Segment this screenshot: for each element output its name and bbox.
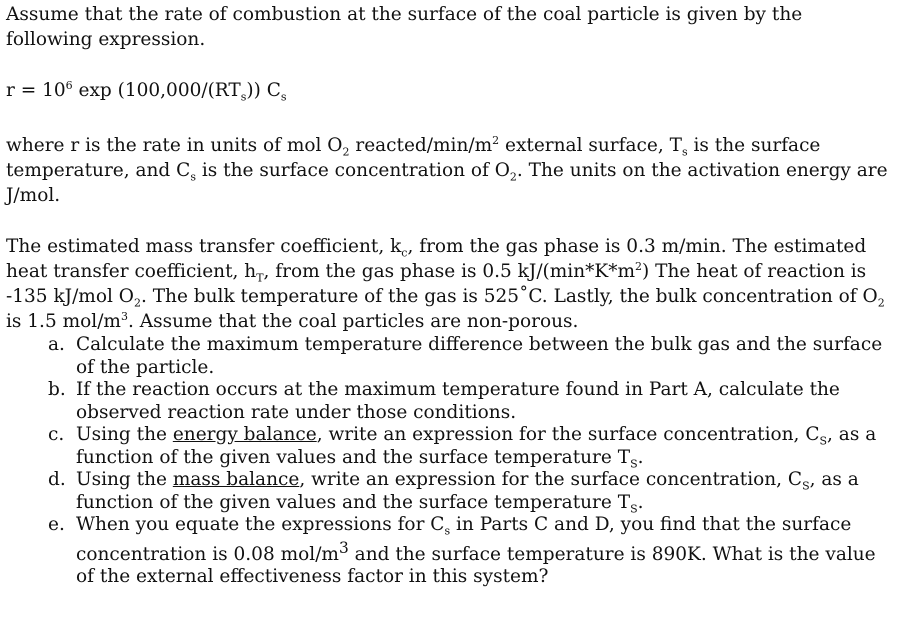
part-text: Calculate the maximum temperature difference between the bulk gas and the surface of the particle. bbox=[76, 334, 883, 378]
def-sub-4: s bbox=[190, 170, 196, 184]
part-marker: e. bbox=[48, 514, 65, 535]
data-text-6: is 1.5 mol/m bbox=[6, 311, 121, 332]
def-sub-3: s bbox=[681, 145, 688, 159]
part-text-end: and the surface temperature is 890K. What is the value of the external effectiveness factor in this system? bbox=[76, 543, 876, 588]
data-text-2: , from the gas phase is 0.3 m/min. The estimated heat transfer coefficient, h bbox=[6, 236, 867, 282]
data-text-1: The estimated mass transfer coefficient, k bbox=[6, 236, 402, 257]
eq-tail: )) C bbox=[246, 80, 281, 101]
part-text-mid2: , as a function of the given values and the surface temperature T bbox=[76, 469, 859, 513]
eq-middle: exp (100,000/(RT bbox=[72, 80, 241, 101]
part-sub-1: S bbox=[802, 479, 810, 493]
data-text-5: . The bulk temperature of the gas is 525˚C. Lastly, the bulk concentration of O bbox=[140, 286, 878, 307]
def-sub-1: 2 bbox=[342, 145, 350, 159]
part-marker: b. bbox=[48, 379, 66, 400]
data-text-3: , from the gas phase is 0.5 kJ/(min*K*m bbox=[263, 261, 636, 282]
eq-sub-2: s bbox=[280, 90, 287, 104]
data-text-4: ) The heat of reaction is -135 kJ/mol O bbox=[6, 261, 867, 307]
part-sup-1: 3 bbox=[338, 538, 349, 557]
question-parts-list bbox=[6, 334, 891, 589]
def-text-5: is the surface concentration of O bbox=[195, 160, 510, 181]
part-sub-2: S bbox=[630, 502, 638, 516]
eq-lhs: r = 10 bbox=[6, 80, 66, 101]
part-text-pre: Using the bbox=[76, 469, 173, 490]
def-text-6: . The units on the activation energy are J/mol. bbox=[6, 160, 888, 206]
data-sub-1: c bbox=[401, 246, 408, 260]
part-text-end: . bbox=[637, 446, 644, 468]
def-text-1: where r is the rate in units of mol O bbox=[6, 135, 343, 156]
def-text-2: reacted/min/m bbox=[349, 135, 493, 156]
part-marker: d. bbox=[48, 469, 66, 490]
def-sup-2: 2 bbox=[492, 133, 500, 147]
definitions-paragraph bbox=[6, 133, 891, 208]
part-marker: c. bbox=[48, 424, 65, 445]
given-data-paragraph bbox=[6, 234, 891, 334]
question-part-e bbox=[6, 514, 891, 589]
eq-exponent: 6 bbox=[65, 78, 73, 92]
data-sup-6: 3 bbox=[120, 309, 128, 323]
part-text-end: . bbox=[637, 491, 644, 513]
data-sub-2: T bbox=[256, 271, 264, 285]
question-part-b bbox=[6, 379, 891, 424]
question-part-a bbox=[6, 334, 891, 379]
part-text-mid: , write an expression for the surface concentration, C bbox=[316, 424, 820, 445]
part-text-mid2: , as a function of the given values and the surface temperature T bbox=[76, 424, 877, 468]
part-sub-1: S bbox=[819, 434, 828, 448]
data-sub-4: 2 bbox=[133, 296, 141, 310]
mass-balance-underlined: mass balance bbox=[172, 469, 300, 490]
question-part-c bbox=[6, 424, 891, 469]
part-text-mid: , write an expression for the surface concentration, C bbox=[299, 469, 803, 490]
data-sub-5: 2 bbox=[877, 296, 885, 310]
part-text: If the reaction occurs at the maximum temperature found in Part A, calculate the observed reaction rate under those conditions. bbox=[76, 379, 840, 423]
def-text-4: is the surface temperature, and C bbox=[6, 135, 821, 181]
part-sub-1: s bbox=[444, 524, 451, 538]
def-text-3: external surface, T bbox=[499, 135, 682, 156]
part-text-pre: Using the bbox=[76, 424, 173, 445]
question-part-d bbox=[6, 469, 891, 514]
data-text-7: . Assume that the coal particles are non-porous. bbox=[127, 311, 579, 332]
part-sub-2: S bbox=[630, 457, 638, 471]
part-text-pre: When you equate the expressions for C bbox=[76, 514, 445, 535]
part-text-mid: in Parts C and D, you find that the surface concentration is 0.08 mol/m bbox=[76, 514, 852, 565]
def-sub-5: 2 bbox=[509, 170, 517, 184]
eq-sub-1: s bbox=[240, 90, 247, 104]
data-sup-3: 2 bbox=[635, 259, 643, 273]
part-marker: a. bbox=[48, 334, 65, 355]
problem-document bbox=[6, 2, 891, 589]
intro-paragraph: Assume that the rate of combustion at the surface of the coal particle is given by the following expression. bbox=[6, 4, 803, 50]
energy-balance-underlined: energy balance bbox=[172, 424, 317, 445]
rate-equation bbox=[6, 78, 891, 103]
